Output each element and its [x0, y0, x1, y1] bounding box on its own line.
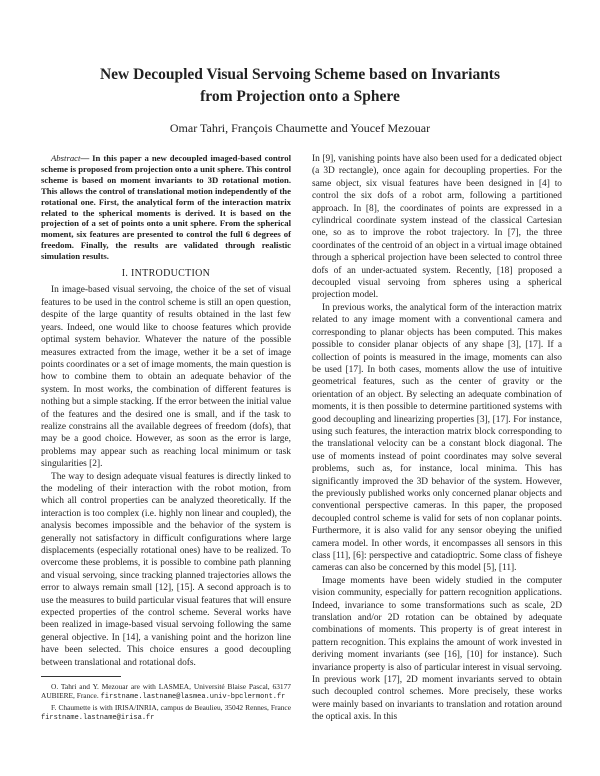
- right-column: [312, 153, 562, 724]
- left-column: [41, 153, 291, 724]
- title-line-2: from Projection onto a Sphere: [200, 88, 400, 105]
- title-line-1: New Decoupled Visual Servoing Scheme based on Invariants: [99, 66, 501, 83]
- right-paragraph-3: Image moments have been widely studied in the computer vision community, especially for pattern recognition applications. Indeed, invariance to some transformations such as scale, 2D translation and/or 2D rotation can be obtained by adequate combinations of moments. This property is of great interest in pattern recognition. This explains the amount of work invested in deriving moment invariants (see [16], [10] for instance). Such invariance property is also of particular interest in visual servoing. In previous work [17], 2D moment invariants served to obtain such decoupled control schemes. More precisely, these works were mainly based on invariants to translation and rotation around the optical axis. In this: [312, 575, 562, 723]
- author-list: Omar Tahri, François Chaumette and Youcef Mezouar: [169, 121, 431, 135]
- abstract: [41, 153, 291, 262]
- footnote-divider: [41, 676, 121, 677]
- footnote-affiliation-1: [41, 682, 291, 703]
- footnote-text-2: F. Chaumette is with IRISA/INRIA, campus de Beaulieu, 35042 Rennes, France: [51, 702, 291, 712]
- intro-paragraph-1: In image-based visual servoing, the choice of the set of visual features to be used in the control scheme is still an open question, despite of the large quantity of results obtained in the last few years. Indeed, one would like to choose features which provide optimal system behavior. Whatever the nature of the possible measures extracted from the image, wether it be a set of image points coordinates or a set of image moments, the main question is how to combine them to obtain an adequate behavior of the system. In most works, the combination of different features is nothing but a simple stacking. If the error between the initial value of the features and the desired one is small, and if the task to realize constrains all the available degrees of freedom (dofs), that may be a good choice. However, as soon as the error is large, problems may appear such as reaching local minimum or task singularities [2].: [41, 285, 291, 470]
- footnote-text-1: O. Tahri and Y. Mezouar are with LASMEA, Université Blaise Pascal, 63177 AUBIERE, France.: [41, 682, 291, 701]
- footnote-email-1: firstname.lastname@lasmea.univ-bpclermont.fr: [100, 693, 286, 702]
- footnote-affiliation-2: [41, 703, 291, 724]
- section-heading: I. INTRODUCTION: [121, 268, 211, 280]
- right-paragraph-1: In [9], vanishing points have also been used for a dedicated object (a 3D rectangle), once again for decoupling properties. For the same object, six visual features have been designed in [4] to control the six dofs of a robot arm, following a partitioned approach. In [8], the coordinates of points are expressed in a cylindrical coordinate system instead of the classical Cartesian one, so as to improve the robot trajectory. In [7], the three coordinates of the centroid of an object in a virtual image obtained through a spherical projection have been selected to control three dofs of an under-actuated system. Recently, [18] proposed a decoupled visual servoing from spheres using a spherical projection model.: [312, 154, 562, 301]
- abstract-text: — In this paper a new decoupled imaged-based control scheme is proposed from projection onto a unit sphere. This control scheme is based on moment invariants to 3D rotational motion. This allows the control of translational motion independently of the rotational one. First, the analytical form of the interaction matrix related to the spherical moments is derived. It is based on the projection of a set of points onto a unit sphere. From the spherical moment, six features are presented to control the full 6 degrees of freedom. Finally, the results are validated through realistic simulation results.: [41, 153, 291, 262]
- footnote-email-2: firstname.lastname@irisa.fr: [41, 714, 155, 723]
- right-paragraph-2: In previous works, the analytical form of the interaction matrix related to any image moment with a conventional camera and corresponding to planar objects has been computed. This makes possible to consider planar objects of any shape [3], [17]. If a collection of points is measured in the image, moments can also be used [17]. In both cases, moments allow the use of intuitive geometrical features, such as the center of gravity or the orientation of an object. By selecting an adequate combination of moments, it is then possible to determine partitioned systems with good decoupling and linearizing properties [3], [17]. For instance, using such features, the interaction matrix block corresponding to the translational velocity can be a constant block diagonal. The use of moments instead of point coordinates may solve several problems, such as, for instance, local minima. This has significantly improved the 3D behavior of the system. However, the previously published works only concerned planar objects and conventional perspective cameras. In this paper, the proposed decoupled control scheme is valid for sets of non coplanar points. Furthermore, it is also valid for any sensor obeying the unified camera model. In other words, it encompasses all sensors in this class [11], [6]: perspective and catadioptric. Some class of fisheye cameras can also be concerned by this model [5], [11].: [312, 302, 562, 574]
- abstract-label: Abstract: [51, 153, 81, 163]
- paper-title: [40, 64, 560, 108]
- intro-paragraph-2: The way to design adequate visual features is directly linked to the modeling of their interaction with the robot motion, from which all control properties can be analyzed theoretically. If the interaction is too complex (i.e. highly non linear and coupled), the analysis becomes impossible and the behavior of the system is generally not satisfactory in difficult configurations where large displacements (especially rotational ones) have to be realized. To overcome these problems, it is possible to combine path planning and visual servoing, since tracking planned trajectories allows the error to always remain small [12], [15]. A second approach is to use the measures to build particular visual features that will ensure expected properties of the control scheme. Several works have been realized in image-based visual servoing following the same general objective. In [14], a vanishing point and the horizon line have been selected. This choice ensures a good decoupling between translational and rotational dofs.: [41, 471, 291, 668]
